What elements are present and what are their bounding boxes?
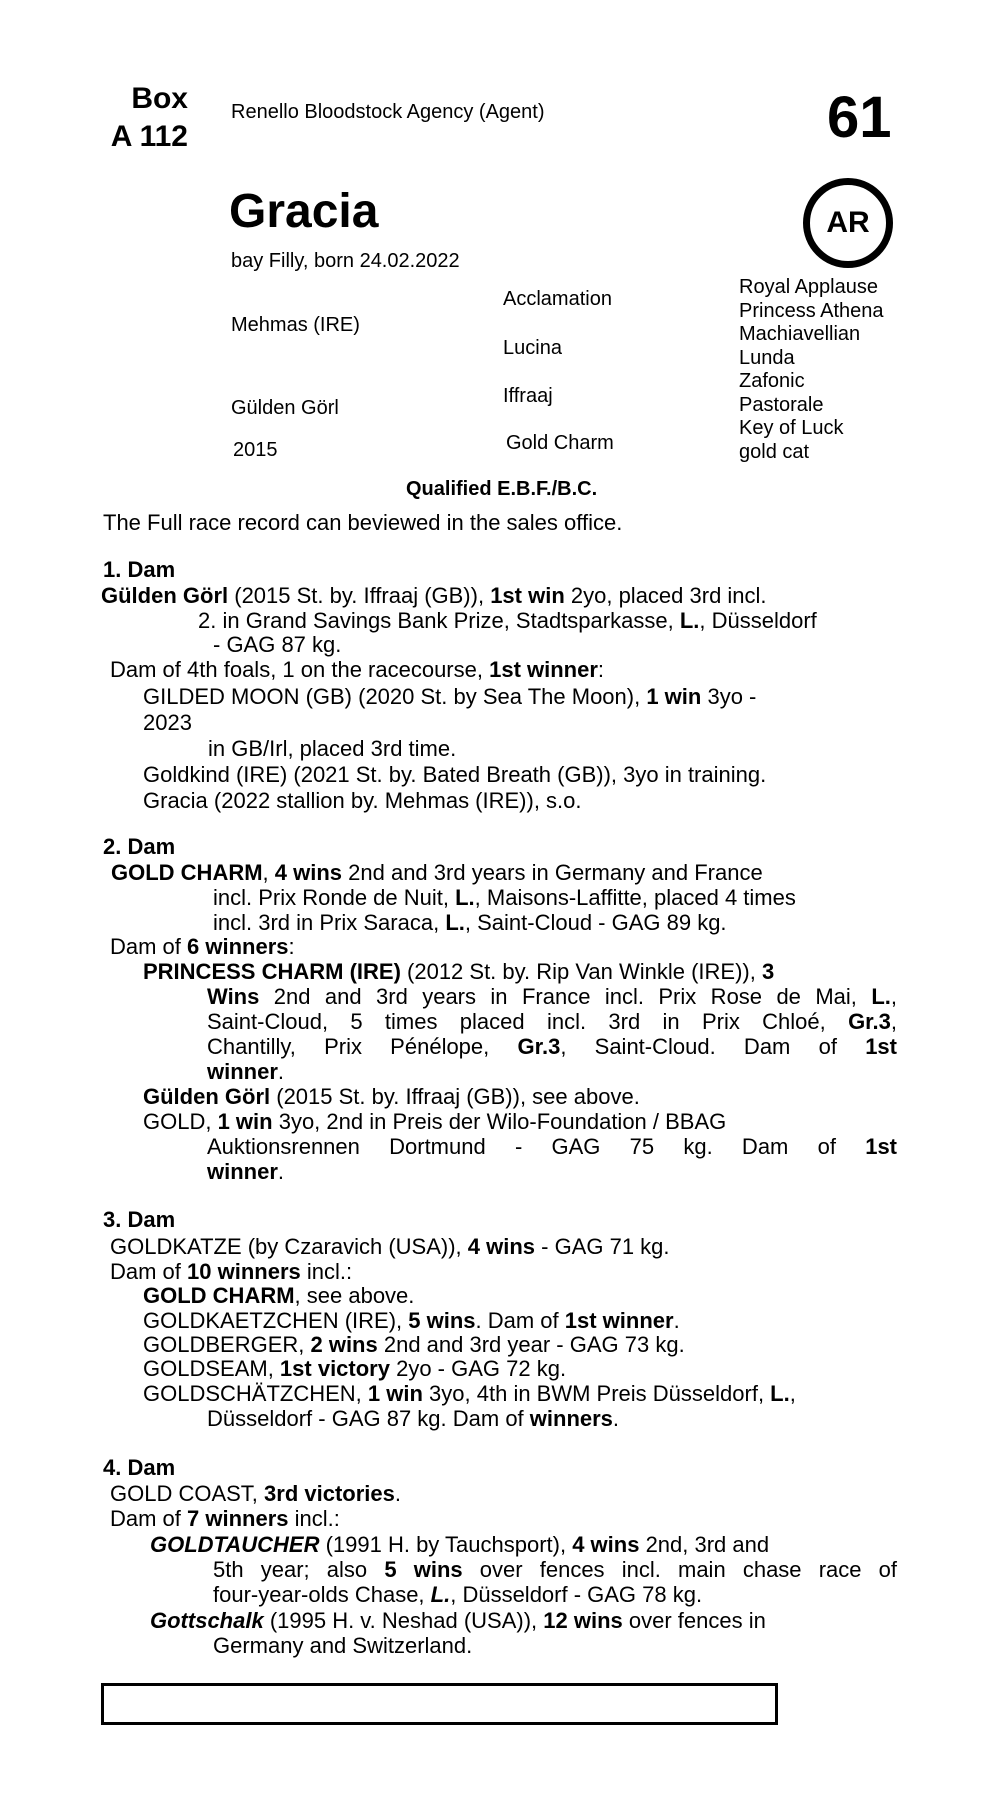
dam4-progeny: four-year-olds Chase, L., Düsseldorf - GAG 78 kg. <box>213 1582 703 1607</box>
horse-description: bay Filly, born 24.02.2022 <box>231 250 460 272</box>
dam4-heading: 4. Dam <box>103 1455 176 1480</box>
pedigree-dam-year: 2015 <box>233 439 278 461</box>
pedigree-gen3-item: Princess Athena <box>739 299 884 322</box>
dam2-progeny: Chantilly, Prix Pénélope, Gr.3, Saint-Cloud. Dam of 1st <box>207 1034 897 1059</box>
dam2-progeny: winner. <box>207 1059 285 1084</box>
dam1-line: Gülden Görl (2015 St. by. Iffraaj (GB)), 1st win 2yo, placed 3rd incl. <box>101 583 767 608</box>
dam1-foals: Dam of 4th foals, 1 on the racecourse, 1st winner: <box>110 657 605 682</box>
dam3-heading: 3. Dam <box>103 1207 176 1232</box>
dam4-line: GOLD COAST, 3rd victories. <box>110 1481 402 1506</box>
agent-name: Renello Bloodstock Agency (Agent) <box>231 101 545 123</box>
dam2-line: incl. 3rd in Prix Saraca, L., Saint-Cloud - GAG 89 kg. <box>213 910 727 935</box>
dam4-progeny: Gottschalk (1995 H. v. Neshad (USA)), 12 wins over fences in <box>150 1608 766 1633</box>
dam2-line: GOLD CHARM, 4 wins 2nd and 3rd years in Germany and France <box>111 860 763 885</box>
qualified-note: Qualified E.B.F./B.C. <box>406 478 598 500</box>
dam1-progeny: in GB/Irl, placed 3rd time. <box>208 736 457 761</box>
dam2-dam-of: Dam of 6 winners: <box>110 934 295 959</box>
dam2-progeny: winner. <box>207 1159 285 1184</box>
pedigree-gen3-item: Key of Luck <box>739 417 844 439</box>
dam1-progeny: GILDED MOON (GB) (2020 St. by Sea The Moon), 1 win 3yo - <box>143 684 757 709</box>
dam3-progeny: GOLDBERGER, 2 wins 2nd and 3rd year - GAG 73 kg. <box>143 1332 685 1357</box>
dam3-progeny: GOLDSEAM, 1st victory 2yo - GAG 72 kg. <box>143 1356 567 1381</box>
box-line1: Box <box>131 82 188 115</box>
horse-name: Gracia <box>229 185 379 238</box>
dam3-line: Dam of 10 winners incl.: <box>110 1259 353 1284</box>
dam1-progeny: 2023 <box>143 710 192 735</box>
pedigree-sire-sire: Acclamation <box>503 288 612 310</box>
dam1-line: 2. in Grand Savings Bank Prize, Stadtsparkasse, L., Düsseldorf <box>198 608 817 633</box>
lot-number: 61 <box>827 85 892 150</box>
ar-badge-text: AR <box>826 206 870 239</box>
pedigree-dam-sire: Iffraaj <box>503 385 553 407</box>
dam2-progeny: Gülden Görl (2015 St. by. Iffraaj (GB)), see above. <box>143 1084 640 1109</box>
dam4-progeny: 5th year; also 5 wins over fences incl. main chase race of <box>213 1557 898 1582</box>
dam3-progeny: GOLDSCHÄTZCHEN, 1 win 3yo, 4th in BWM Preis Düsseldorf, L., <box>143 1381 796 1406</box>
pedigree-gen3-item: Royal Applause <box>739 276 878 298</box>
box-label <box>88 80 188 156</box>
dam1-progeny: Goldkind (IRE) (2021 St. by. Bated Breath (GB)), 3yo in training. <box>143 762 767 787</box>
pedigree-gen3 <box>739 276 884 464</box>
dam2-progeny: PRINCESS CHARM (IRE) (2012 St. by. Rip Van Winkle (IRE)), 3 <box>143 959 775 984</box>
dam3-progeny: GOLD CHARM, see above. <box>143 1283 415 1308</box>
dam4-line: Dam of 7 winners incl.: <box>110 1506 340 1531</box>
pedigree-sire-dam: Lucina <box>503 337 562 359</box>
dam3-line: GOLDKATZE (by Czaravich (USA)), 4 wins - GAG 71 kg. <box>110 1234 670 1259</box>
ar-badge <box>803 178 893 268</box>
pedigree-dam-dam: Gold Charm <box>506 432 614 454</box>
dam2-progeny: Wins 2nd and 3rd years in France incl. Prix Rose de Mai, L., <box>207 984 897 1009</box>
pedigree-gen3-item: Zafonic <box>739 370 805 392</box>
pedigree-gen3-item: Pastorale <box>739 393 824 416</box>
dam3-progeny: Düsseldorf - GAG 87 kg. Dam of winners. <box>207 1406 620 1431</box>
dam2-line: incl. Prix Ronde de Nuit, L., Maisons-Laffitte, placed 4 times <box>213 885 796 910</box>
pedigree-dam: Gülden Görl <box>231 397 339 419</box>
dam2-progeny: GOLD, 1 win 3yo, 2nd in Preis der Wilo-Foundation / BBAG <box>143 1109 727 1134</box>
pedigree-sire: Mehmas (IRE) <box>231 314 360 336</box>
notes-box <box>101 1683 778 1725</box>
pedigree-gen3-item: Machiavellian <box>739 323 861 345</box>
pedigree-gen3-item: gold cat <box>739 440 810 463</box>
dam3-progeny: GOLDKAETZCHEN (IRE), 5 wins. Dam of 1st winner. <box>143 1308 680 1333</box>
dam1-line: - GAG 87 kg. <box>213 632 342 657</box>
pedigree-gen3-item: Lunda <box>739 346 795 369</box>
dam2-progeny: Auktionsrennen Dortmund - GAG 75 kg. Dam of 1st <box>207 1134 897 1159</box>
dam1-heading: 1. Dam <box>103 557 176 582</box>
dam4-progeny: Germany and Switzerland. <box>213 1633 473 1658</box>
dam4-progeny: GOLDTAUCHER (1991 H. by Tauchsport), 4 wins 2nd, 3rd and <box>150 1532 770 1557</box>
dam1-progeny: Gracia (2022 stallion by. Mehmas (IRE)), s.o. <box>143 788 582 813</box>
dam2-heading: 2. Dam <box>103 834 176 859</box>
dam2-progeny: Saint-Cloud, 5 times placed incl. 3rd in Prix Chloé, Gr.3, <box>207 1009 897 1034</box>
race-record-note: The Full race record can beviewed in the sales office. <box>103 510 623 535</box>
box-line2: A 112 <box>110 120 188 153</box>
